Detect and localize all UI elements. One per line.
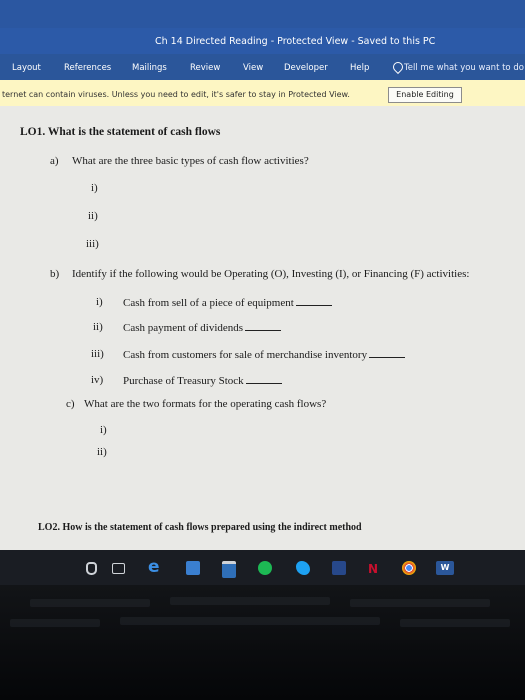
store-icon[interactable] — [222, 561, 236, 578]
qb-item-num: ii) — [93, 321, 103, 333]
answer-blank — [369, 348, 405, 358]
keyboard-key-row — [170, 597, 330, 605]
task-view-icon[interactable] — [112, 563, 125, 574]
taskbar — [0, 550, 525, 585]
qa-label: a) — [50, 155, 59, 167]
camera-icon[interactable] — [332, 561, 346, 575]
lo1-heading: LO1. What is the statement of cash flows — [20, 126, 221, 138]
keyboard-key-row — [10, 619, 100, 627]
edge-icon[interactable]: e — [148, 557, 160, 577]
qa-item: iii) — [86, 238, 99, 250]
tab-view[interactable]: View — [243, 63, 264, 73]
qa-item: i) — [91, 182, 98, 194]
lightbulb-icon — [391, 60, 405, 74]
spotify-icon[interactable] — [258, 561, 272, 575]
tab-references[interactable]: References — [64, 63, 112, 73]
tell-me-box[interactable]: Tell me what you want to do — [404, 63, 524, 73]
qb-label: b) — [50, 268, 60, 280]
top-strip — [0, 0, 525, 28]
tab-help[interactable]: Help — [350, 63, 370, 73]
qb-item-text: Cash from customers for sale of merchandise inventory — [123, 349, 368, 361]
qa-text: What are the three basic types of cash flow activities? — [72, 155, 309, 167]
keyboard-key-row — [120, 617, 380, 625]
qb-item — [123, 348, 405, 361]
keyboard-key-row — [30, 599, 150, 607]
microphone-icon[interactable] — [86, 562, 97, 575]
title-bar — [0, 28, 525, 54]
chrome-icon[interactable] — [402, 561, 416, 575]
qc-text: What are the two formats for the operating cash flows? — [84, 398, 327, 410]
qb-item — [123, 374, 282, 387]
qb-item-text: Purchase of Treasury Stock — [123, 375, 244, 387]
qb-item-text: Cash from sell of a piece of equipment — [123, 297, 294, 309]
tab-mailings[interactable]: Mailings — [132, 63, 167, 73]
enable-editing-button[interactable]: Enable Editing — [388, 87, 462, 103]
qa-item: ii) — [88, 210, 98, 222]
twitter-icon[interactable] — [296, 561, 310, 575]
keyboard-area — [0, 585, 525, 700]
qc-item: ii) — [97, 446, 107, 458]
qc-label: c) — [66, 398, 75, 410]
keyboard-key-row — [350, 599, 490, 607]
keyboard-key-row — [400, 619, 510, 627]
window-title: Ch 14 Directed Reading - Protected View - Saved to this PC — [155, 36, 436, 47]
lo2-heading: LO2. How is the statement of cash flows prepared using the indirect method — [38, 522, 362, 533]
qb-item-text: Cash payment of dividends — [123, 322, 244, 334]
qb-item — [123, 296, 332, 309]
tab-review[interactable]: Review — [190, 63, 221, 73]
ribbon — [0, 54, 525, 80]
protected-view-bar — [0, 80, 525, 107]
photos-icon[interactable] — [186, 561, 200, 575]
qb-item-num: iii) — [91, 348, 104, 360]
answer-blank — [246, 374, 282, 384]
mcafee-icon[interactable]: N — [368, 562, 379, 576]
answer-blank — [296, 296, 332, 306]
qb-text: Identify if the following would be Operating (O), Investing (I), or Financing (F) activities: — [72, 268, 470, 280]
tab-developer[interactable]: Developer — [284, 63, 328, 73]
qb-item-num: i) — [96, 296, 103, 308]
document-page — [0, 106, 525, 550]
answer-blank — [245, 321, 281, 331]
word-icon[interactable]: W — [436, 561, 454, 575]
tab-layout[interactable]: Layout — [12, 63, 41, 73]
qc-item: i) — [100, 424, 107, 436]
qb-item — [123, 321, 281, 334]
qb-item-num: iv) — [91, 374, 104, 386]
protected-view-message: ternet can contain viruses. Unless you need to edit, it's safer to stay in Protected View. — [2, 90, 350, 99]
